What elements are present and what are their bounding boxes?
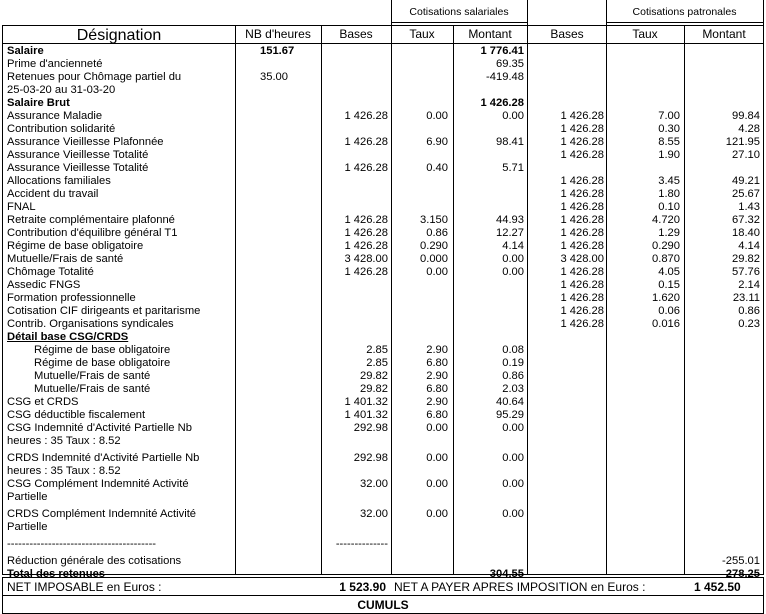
row-pat-base: 1 426.28 [560, 279, 604, 291]
grid-vline [2, 25, 3, 574]
row-sal-mnt: 0.00 [502, 110, 524, 122]
row-sal-mnt: 5.71 [502, 162, 524, 174]
row-sal-base: 1 426.28 [344, 227, 388, 239]
row-sal-mnt: 0.00 [502, 266, 524, 278]
row-sal-base: 3 428.00 [344, 253, 388, 265]
row-nb: 35.00 [260, 71, 288, 83]
row-sal-taux: 0.290 [420, 240, 448, 252]
row-sal-base: 1 426.28 [344, 266, 388, 278]
header-montant-patronal: Montant [702, 27, 746, 41]
row-label: Accident du travail [7, 188, 99, 200]
grid-hline [391, 22, 527, 23]
row-pat-base: 1 426.28 [560, 175, 604, 187]
row-pat-mnt: 0.86 [738, 305, 760, 317]
row-pat-mnt: 29.82 [732, 253, 760, 265]
header-taux-patronal: Taux [632, 27, 658, 41]
row-pat-mnt: 25.67 [732, 188, 760, 200]
row-sal-base: 1 401.32 [344, 396, 388, 408]
row-label: CRDS Complément Indemnité Activité [7, 508, 197, 520]
row-sal-base: 2.85 [366, 344, 388, 356]
row-sal-mnt: 0.00 [502, 253, 524, 265]
net-a-payer-label: NET A PAYER APRES IMPOSITION en Euros : [394, 580, 646, 594]
row-label: Assurance Vieillesse Plafonnée [7, 136, 164, 148]
row-sal-taux: 0.00 [426, 478, 448, 490]
row-label: Mutuelle/Frais de santé [34, 383, 151, 395]
row-pat-mnt: 18.40 [732, 227, 760, 239]
row-sal-base: -------------- [335, 538, 388, 550]
row-pat-taux: 0.016 [652, 318, 680, 330]
row-pat-taux: 1.620 [652, 292, 680, 304]
row-label: Partielle [7, 491, 48, 503]
row-sal-base: 29.82 [360, 370, 388, 382]
row-sal-mnt: 0.00 [502, 478, 524, 490]
row-sal-taux: 0.86 [426, 227, 448, 239]
row-pat-base: 1 426.28 [560, 266, 604, 278]
row-sal-base: 292.98 [353, 452, 388, 464]
row-sal-mnt: 95.29 [496, 409, 524, 421]
row-sal-mnt: 69.35 [496, 58, 524, 70]
row-label: Salaire Brut [7, 97, 70, 109]
grid-vline [527, 0, 528, 25]
row-pat-taux: 8.55 [658, 136, 680, 148]
row-pat-taux: 0.870 [652, 253, 680, 265]
row-pat-base: 1 426.28 [560, 123, 604, 135]
row-label: CSG Complément Indemnité Activité [7, 478, 189, 490]
row-label: Mutuelle/Frais de santé [34, 370, 151, 382]
row-label: Partielle [7, 521, 48, 533]
net-imposable-label: NET IMPOSABLE en Euros : [7, 580, 162, 594]
row-sal-taux: 2.90 [426, 370, 448, 382]
row-sal-taux: 6.80 [426, 383, 448, 395]
row-pat-base: 1 426.28 [560, 188, 604, 200]
row-sal-taux: 2.90 [426, 396, 448, 408]
row-pat-taux: 3.45 [658, 175, 680, 187]
row-sal-taux: 0.00 [426, 508, 448, 520]
row-pat-base: 1 426.28 [560, 201, 604, 213]
grid-hline [2, 577, 764, 578]
row-sal-mnt: 40.64 [496, 396, 524, 408]
grid-hline [606, 22, 764, 23]
row-label: Salaire [7, 45, 44, 57]
grid-vline [763, 25, 764, 574]
row-sal-base: 1 426.28 [344, 214, 388, 226]
row-label: Formation professionnelle [7, 292, 136, 304]
header-nb-heures: NB d'heures [245, 27, 311, 41]
row-sal-taux: 6.80 [426, 357, 448, 369]
grid-vline [235, 25, 236, 574]
row-pat-base: 1 426.28 [560, 214, 604, 226]
row-label: Contrib. Organisations syndicales [7, 318, 174, 330]
row-sal-base: 1 426.28 [344, 240, 388, 252]
grid-vline [391, 25, 392, 574]
row-sal-base: 32.00 [360, 478, 388, 490]
row-pat-base: 1 426.28 [560, 136, 604, 148]
net-imposable-value: 1 523.90 [339, 580, 386, 594]
row-pat-taux: 0.290 [652, 240, 680, 252]
header-bases-salariales: Bases [339, 27, 373, 41]
row-pat-mnt: 57.76 [732, 266, 760, 278]
row-pat-mnt: -255.01 [722, 555, 760, 567]
row-pat-mnt: 0.23 [738, 318, 760, 330]
header-taux-salarial: Taux [409, 27, 435, 41]
header-cotisations-salariales: Cotisations salariales [409, 6, 509, 18]
row-pat-mnt: 121.95 [725, 136, 760, 148]
header-montant-salarial: Montant [468, 27, 512, 41]
row-sal-mnt: 0.19 [502, 357, 524, 369]
row-label: Contribution d'équilibre général T1 [7, 227, 178, 239]
header-bases-patronales: Bases [550, 27, 584, 41]
row-pat-taux: 1.90 [658, 149, 680, 161]
row-pat-base: 1 426.28 [560, 110, 604, 122]
row-pat-taux: 0.06 [658, 305, 680, 317]
row-label: FNAL [7, 201, 36, 213]
row-sal-mnt: 304.55 [489, 568, 524, 580]
row-label: Chômage Totalité [7, 266, 94, 278]
row-sal-mnt: 2.03 [502, 383, 524, 395]
row-sal-base: 1 426.28 [344, 136, 388, 148]
row-pat-base: 1 426.28 [560, 305, 604, 317]
row-label: CSG et CRDS [7, 396, 79, 408]
row-sal-taux: 2.90 [426, 344, 448, 356]
row-sal-mnt: 44.93 [496, 214, 524, 226]
row-label: Régime de base obligatoire [7, 240, 144, 252]
row-pat-mnt: 1.43 [738, 201, 760, 213]
row-pat-mnt: 278.25 [725, 568, 760, 580]
row-label: heures : 35 Taux : 8.52 [7, 465, 121, 477]
header-designation: Désignation [76, 27, 162, 44]
row-sal-base: 32.00 [360, 508, 388, 520]
row-sal-mnt: 12.27 [496, 227, 524, 239]
row-sal-taux: 6.90 [426, 136, 448, 148]
row-nb: 151.67 [260, 45, 295, 57]
row-label: Contribution solidarité [7, 123, 116, 135]
row-label: Assurance Vieillesse Totalité [7, 162, 149, 174]
row-label: Régime de base obligatoire [34, 357, 171, 369]
row-sal-base: 1 426.28 [344, 110, 388, 122]
row-pat-mnt: 2.14 [738, 279, 760, 291]
row-label: Réduction générale des cotisations [7, 555, 182, 567]
row-pat-taux: 1.29 [658, 227, 680, 239]
row-sal-taux: 0.00 [426, 266, 448, 278]
cumuls-title: CUMULS [357, 598, 409, 612]
row-sal-base: 292.98 [353, 422, 388, 434]
row-label: Détail base CSG/CRDS [7, 331, 129, 343]
row-sal-taux: 0.40 [426, 162, 448, 174]
row-pat-taux: 4.720 [652, 214, 680, 226]
row-sal-mnt: 4.14 [502, 240, 524, 252]
row-pat-base: 1 426.28 [560, 227, 604, 239]
row-sal-mnt: 0.86 [502, 370, 524, 382]
row-label: heures : 35 Taux : 8.52 [7, 435, 121, 447]
row-label: ---------------------------------------- [7, 538, 157, 550]
row-sal-mnt: 0.00 [502, 452, 524, 464]
row-pat-mnt: 4.28 [738, 123, 760, 135]
row-pat-taux: 7.00 [658, 110, 680, 122]
row-label: 25-03-20 au 31-03-20 [7, 84, 116, 96]
row-sal-taux: 0.00 [426, 422, 448, 434]
row-sal-taux: 0.00 [426, 110, 448, 122]
row-sal-mnt: 0.00 [502, 422, 524, 434]
row-label: CSG déductible fiscalement [7, 409, 146, 421]
row-label: Cotisation CIF dirigeants et paritarisme [7, 305, 201, 317]
row-pat-mnt: 99.84 [732, 110, 760, 122]
row-pat-taux: 4.05 [658, 266, 680, 278]
grid-hline [2, 25, 764, 26]
row-sal-base: 1 401.32 [344, 409, 388, 421]
row-pat-base: 1 426.28 [560, 318, 604, 330]
row-sal-mnt: 1 776.41 [480, 45, 524, 57]
row-sal-taux: 0.00 [426, 452, 448, 464]
row-label: Régime de base obligatoire [34, 344, 171, 356]
row-pat-mnt: 49.21 [732, 175, 760, 187]
row-pat-mnt: 27.10 [732, 149, 760, 161]
row-pat-taux: 0.10 [658, 201, 680, 213]
row-sal-mnt: -419.48 [486, 71, 524, 83]
row-pat-mnt: 23.11 [732, 292, 760, 304]
row-pat-taux: 0.30 [658, 123, 680, 135]
row-sal-taux: 0.000 [420, 253, 448, 265]
header-cotisations-patronales: Cotisations patronales [632, 6, 737, 18]
grid-vline [321, 25, 322, 574]
grid-hline [2, 595, 764, 596]
net-a-payer-value: 1 452.50 [694, 580, 741, 594]
row-pat-base: 1 426.28 [560, 240, 604, 252]
row-pat-mnt: 4.14 [738, 240, 760, 252]
row-label: CRDS Indemnité d'Activité Partielle Nb [7, 452, 200, 464]
row-label: Assurance Vieillesse Totalité [7, 149, 149, 161]
row-sal-base: 1 426.28 [344, 162, 388, 174]
row-sal-mnt: 0.08 [502, 344, 524, 356]
row-sal-base: 29.82 [360, 383, 388, 395]
row-sal-mnt: 98.41 [496, 136, 524, 148]
row-pat-taux: 1.80 [658, 188, 680, 200]
grid-hline [2, 574, 764, 575]
row-sal-taux: 6.80 [426, 409, 448, 421]
row-sal-mnt: 0.00 [502, 508, 524, 520]
row-label: CSG Indemnité d'Activité Partielle Nb [7, 422, 192, 434]
row-label: Retenues pour Chômage partiel du [7, 71, 182, 83]
row-label: Total des retenues [7, 568, 106, 580]
row-label: Retraite complémentaire plafonné [7, 214, 175, 226]
row-label: Allocations familiales [7, 175, 111, 187]
row-pat-base: 3 428.00 [560, 253, 604, 265]
row-sal-base: 2.85 [366, 357, 388, 369]
row-sal-taux: 3.150 [420, 214, 448, 226]
row-label: Prime d'ancienneté [7, 58, 103, 70]
row-pat-base: 1 426.28 [560, 292, 604, 304]
row-pat-taux: 0.15 [658, 279, 680, 291]
row-pat-base: 1 426.28 [560, 149, 604, 161]
row-pat-mnt: 67.32 [732, 214, 760, 226]
row-label: Assurance Maladie [7, 110, 103, 122]
row-sal-mnt: 1 426.28 [480, 97, 524, 109]
row-label: Assedic FNGS [7, 279, 81, 291]
row-label: Mutuelle/Frais de santé [7, 253, 124, 265]
